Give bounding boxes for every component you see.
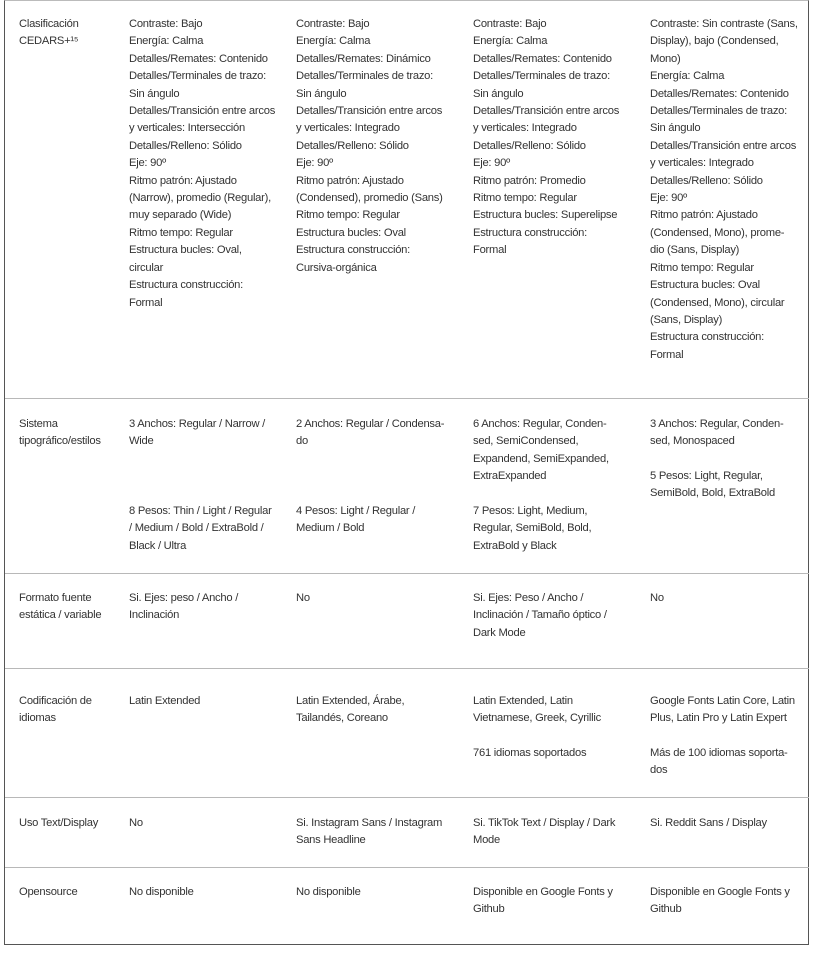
table-cell: No disponible bbox=[296, 886, 361, 898]
table-cell: 4 Pesos: Light / Regular / Medium / Bold bbox=[296, 505, 416, 535]
table-cell: Si. Reddit Sans / Display bbox=[650, 817, 767, 829]
row-label: Clasificación CEDARS+¹⁵ bbox=[19, 18, 79, 48]
table-cell: 5 Pesos: Light, Regular, SemiBold, Bold, ExtraBold bbox=[650, 470, 775, 500]
row-divider bbox=[5, 398, 809, 399]
row-divider bbox=[5, 573, 809, 574]
row-label: Uso Text/Display bbox=[19, 817, 99, 829]
table-cell: Contraste: Sin contraste (Sans, Display), bajo (Condensed, Mono) Energía: Calma Detalles/Remates: Contenido Detalles/Terminales de trazo: Sin ángulo Detalles/Transición entre arcos y verticales: Integrado Detalles/Relleno: Sólido Eje: 90º Ritmo patrón: Ajustado (Condensed, Mono), prome- dio (Sans, Display) Ritmo tempo: Regular Estructura bucles: Oval (Condensed, Mono), circular (Sans, Display) Estructura construcción: Formal bbox=[650, 18, 798, 361]
row-divider bbox=[5, 668, 809, 669]
row-label: Formato fuente estática / variable bbox=[19, 592, 102, 622]
table-cell: No bbox=[296, 592, 310, 604]
table-cell: Contraste: Bajo Energía: Calma Detalles/Remates: Dinámico Detalles/Terminales de trazo: Sin ángulo Detalles/Transición entre arcos y verticales: Integrado Detalles/Relleno: Sólido Eje: 90º Ritmo patrón: Ajustado (Condensed), promedio (Sans) Ritmo tempo: Regular Estructura bucles: Oval Estructura construcción: Cursiva-orgánica bbox=[296, 18, 443, 274]
table-cell: 3 Anchos: Regular / Narrow / Wide bbox=[129, 418, 266, 448]
table-cell: Latin Extended, Latin Vietnamese, Greek, Cyrillic bbox=[473, 695, 601, 725]
table-cell: 3 Anchos: Regular, Conden- sed, Monospaced bbox=[650, 418, 784, 448]
table-cell: 761 idiomas soportados bbox=[473, 747, 587, 759]
table-cell: 2 Anchos: Regular / Condensa- do bbox=[296, 418, 445, 448]
row-divider bbox=[5, 797, 809, 798]
table-cell: No bbox=[129, 817, 143, 829]
table-cell: 8 Pesos: Thin / Light / Regular / Medium / Bold / ExtraBold / Black / Ultra bbox=[129, 505, 272, 552]
table-cell: Si. Ejes: peso / Ancho / Inclinación bbox=[129, 592, 239, 622]
table-cell: Si. TikTok Text / Display / Dark Mode bbox=[473, 817, 616, 847]
row-label: Codificación de idiomas bbox=[19, 695, 92, 725]
row-label: Sistema tipográfico/estilos bbox=[19, 418, 101, 448]
table-cell: Disponible en Google Fonts y Github bbox=[650, 886, 790, 916]
table-cell: Latin Extended, Árabe, Tailandés, Coreano bbox=[296, 695, 405, 725]
table-cell: 7 Pesos: Light, Medium, Regular, SemiBold, Bold, ExtraBold y Black bbox=[473, 505, 592, 552]
table-cell: Latin Extended bbox=[129, 695, 201, 707]
table-cell: Más de 100 idiomas soporta- dos bbox=[650, 747, 788, 777]
table-cell: 6 Anchos: Regular, Conden- sed, SemiCondensed, Expandend, SemiExpanded, ExtraExpanded bbox=[473, 418, 609, 483]
row-divider bbox=[5, 867, 809, 868]
table-cell: Si. Ejes: Peso / Ancho / Inclinación / Tamaño óptico / Dark Mode bbox=[473, 592, 607, 639]
table-cell: Contraste: Bajo Energía: Calma Detalles/Remates: Contenido Detalles/Terminales de trazo: Sin ángulo Detalles/Transición entre arcos y verticales: Intersección Detalles/Relleno: Sólido Eje: 90º Ritmo patrón: Ajustado (Narrow), promedio (Regular), muy separado (Wide) Ritmo tempo: Regular Estructura bucles: Oval, circular Estructura construcción: Formal bbox=[129, 18, 276, 309]
table-cell: Si. Instagram Sans / Instagram Sans Headline bbox=[296, 817, 443, 847]
table-cell: Google Fonts Latin Core, Latin Plus, Latin Pro y Latin Expert bbox=[650, 695, 795, 725]
table-cell: Contraste: Bajo Energía: Calma Detalles/Remates: Contenido Detalles/Terminales de trazo: Sin ángulo Detalles/Transición entre arcos y verticales: Integrado Detalles/Relleno: Sólido Eje: 90º Ritmo patrón: Promedio Ritmo tempo: Regular Estructura bucles: Superelipse Estructura construcción: Formal bbox=[473, 18, 620, 257]
table-cell: No disponible bbox=[129, 886, 194, 898]
table-cell: Disponible en Google Fonts y Github bbox=[473, 886, 613, 916]
row-label: Opensource bbox=[19, 886, 78, 898]
table-cell: No bbox=[650, 592, 664, 604]
